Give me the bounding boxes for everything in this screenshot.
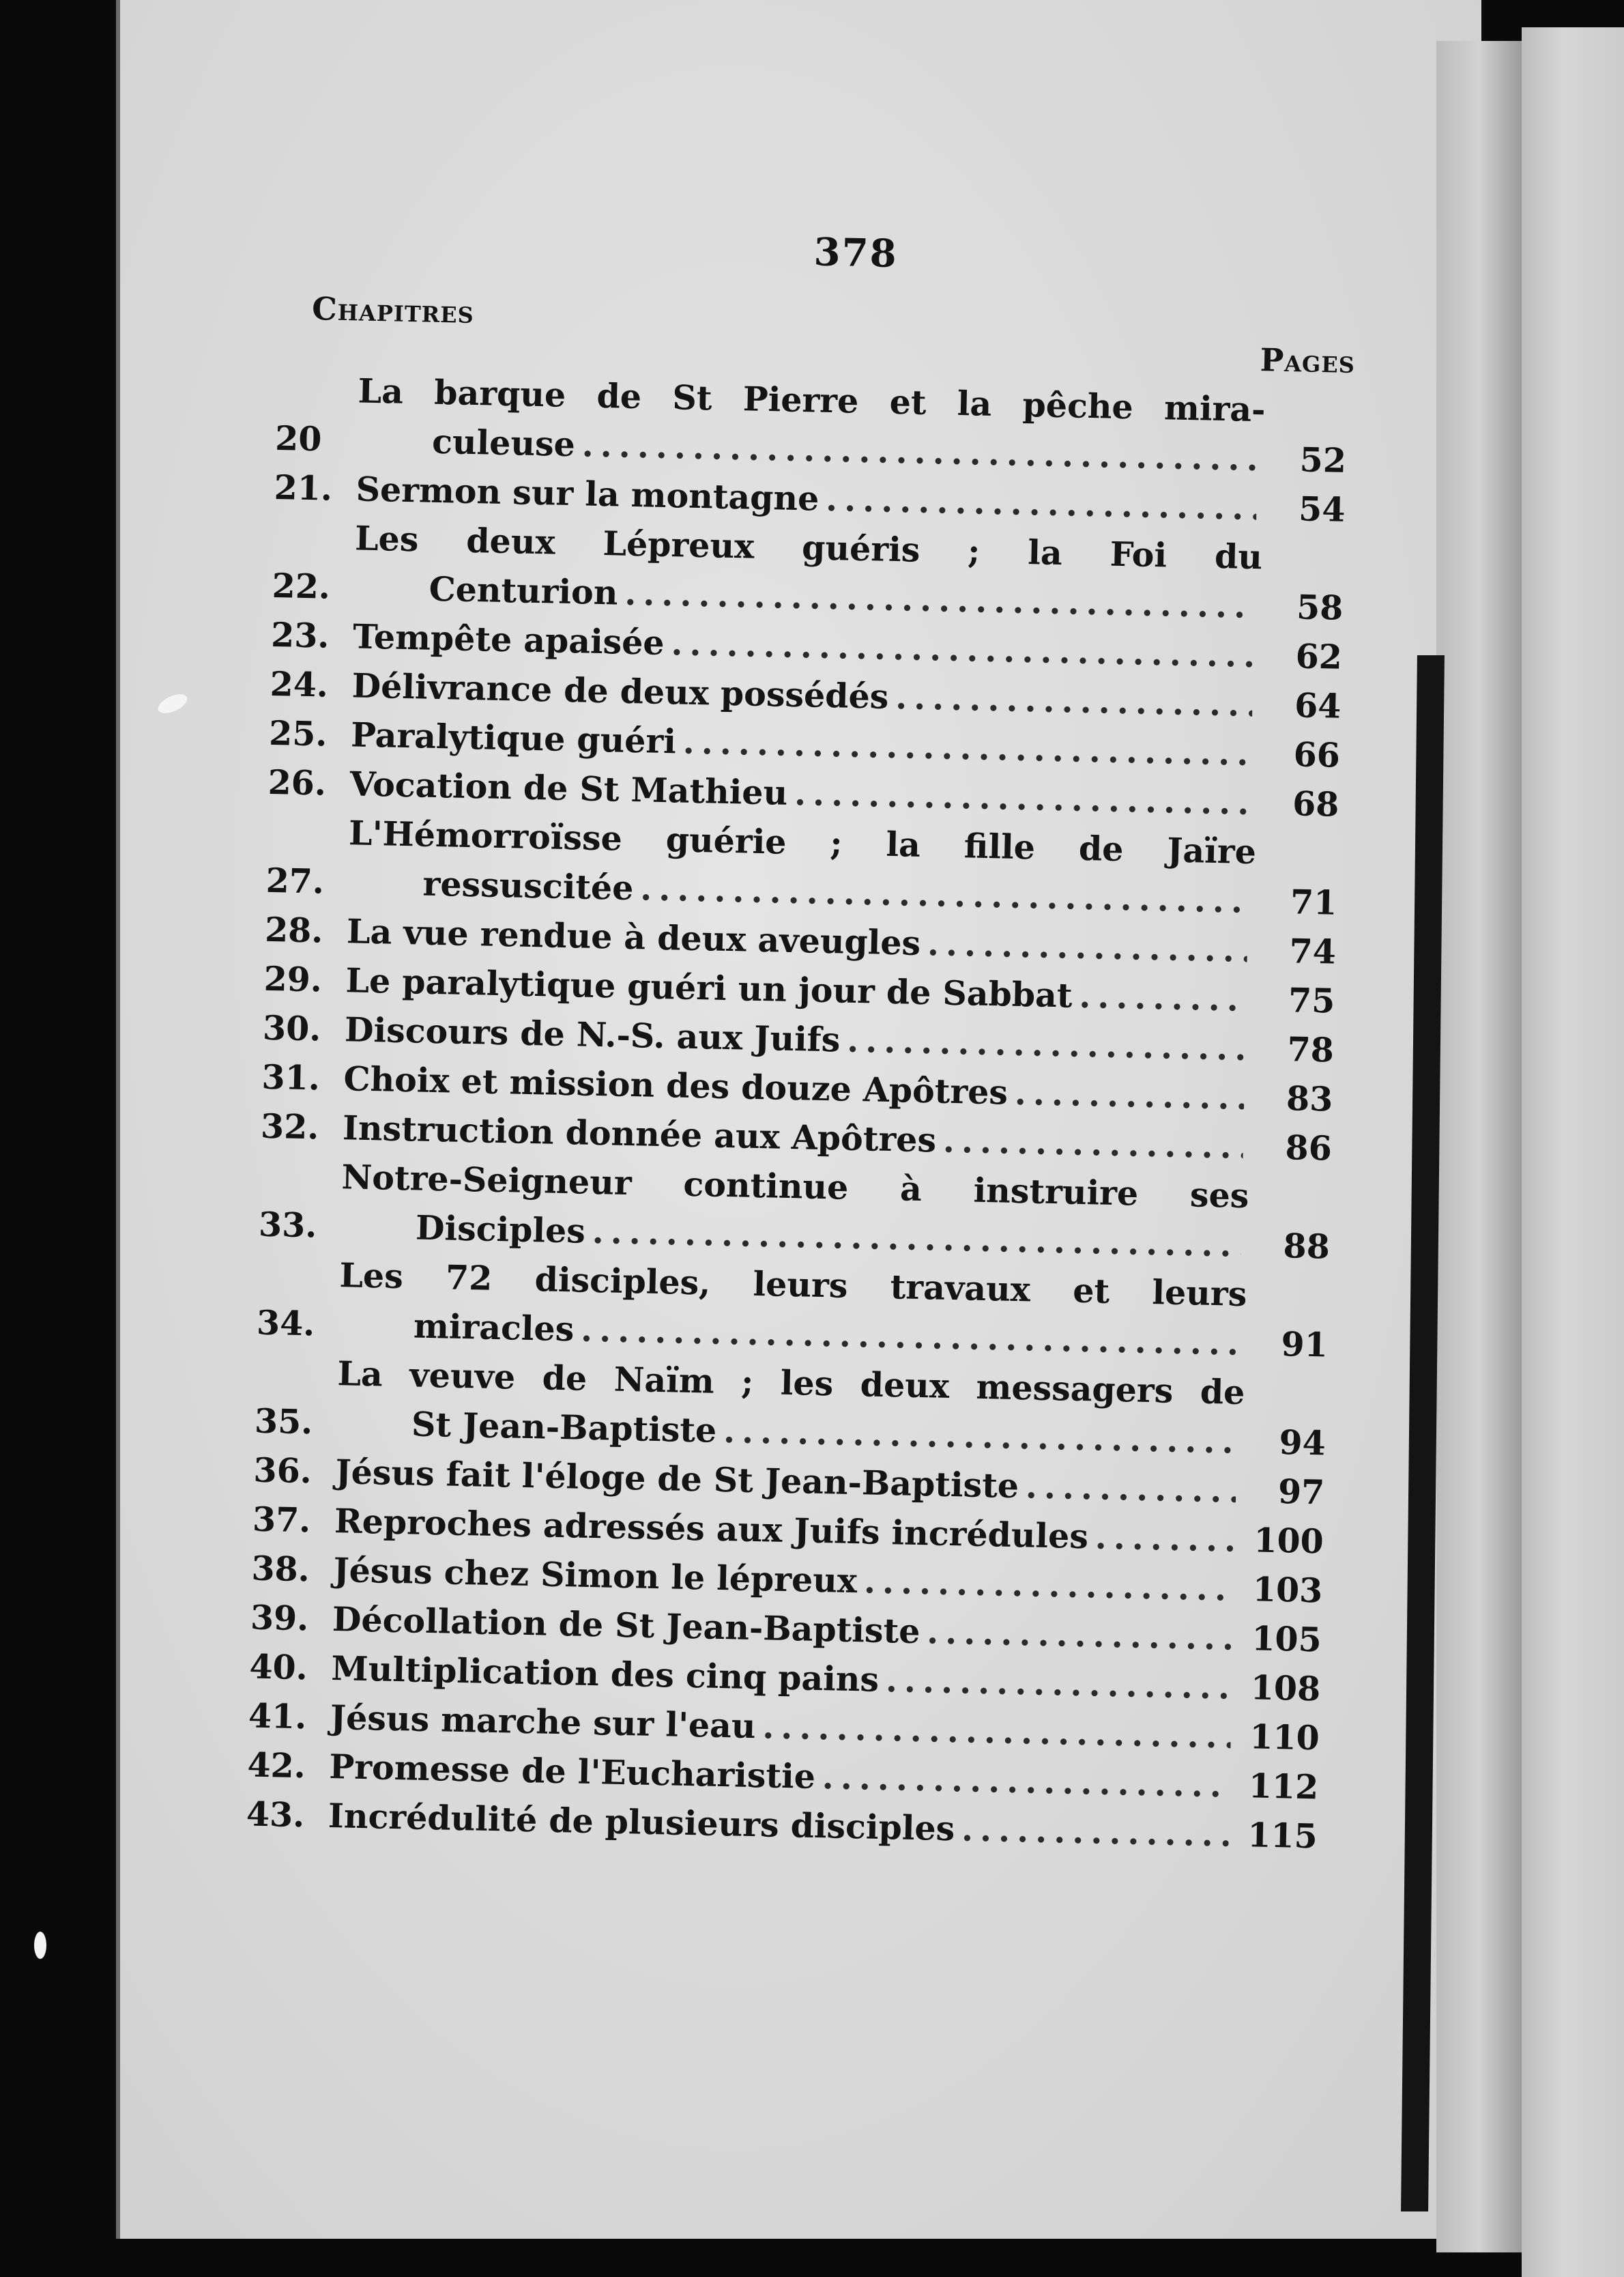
chapter-number: 27. <box>265 860 325 902</box>
chapter-number: 29. <box>263 958 323 1000</box>
leader-dots <box>885 1655 1232 1712</box>
leader-dots <box>822 1752 1230 1809</box>
chapter-number: 28. <box>264 909 324 951</box>
chapter-number: 20 <box>274 418 323 459</box>
chapter-title-line2: Centurion <box>429 569 619 613</box>
chapter-number: 30. <box>262 1007 322 1049</box>
chapter-title-text: Paralytique guéri <box>350 715 677 762</box>
chapter-title-text: Tempête apaisée <box>352 616 665 663</box>
leader-dots <box>1014 1068 1245 1122</box>
page-ref: 68 <box>1292 784 1339 825</box>
page-ref: 88 <box>1282 1226 1331 1267</box>
chapter-number: 41. <box>248 1695 307 1737</box>
leader-dots <box>1025 1461 1236 1515</box>
chapter-title <box>353 513 1263 631</box>
chapter-number: 33. <box>258 1204 317 1246</box>
page-ref: 108 <box>1250 1667 1321 1709</box>
chapters-header: Chapitres <box>311 290 475 330</box>
page-ref: 112 <box>1248 1766 1319 1807</box>
page-number: 378 <box>813 229 899 276</box>
chapter-title-line2: miracles <box>413 1306 575 1349</box>
page-ref: 115 <box>1247 1815 1318 1857</box>
chapter-number: 24. <box>270 663 329 705</box>
leader-dots <box>847 1016 1246 1073</box>
chapter-title-text: Jésus chez Simon le lépreux <box>332 1550 858 1601</box>
chapter-title <box>336 1349 1245 1466</box>
page-ref: 97 <box>1277 1472 1325 1513</box>
page-ref: 78 <box>1287 1029 1335 1070</box>
chapter-number: 40. <box>248 1646 308 1688</box>
chapter-title-line1: La barque de St Pierre et la pêche mira- <box>358 371 1266 430</box>
leader-dots <box>961 1804 1229 1859</box>
leader-dots <box>942 1116 1243 1171</box>
page-ref: 75 <box>1288 980 1335 1021</box>
chapter-title-line2: St Jean-Baptiste <box>411 1404 717 1450</box>
chapter-number: 32. <box>260 1106 319 1147</box>
chapter-title-text: Vocation de St Mathieu <box>349 764 788 813</box>
chapter-title-text: Instruction donnée aux Apôtres <box>342 1108 937 1160</box>
chapter-title <box>338 1250 1247 1368</box>
leader-dots <box>794 769 1251 827</box>
chapter-title-line1: Les deux Lépreux guéris ; la Foi du <box>354 518 1263 577</box>
leader-dots <box>927 1607 1234 1662</box>
chapter-title-line1: L'Hémorroïsse guérie ; la fille de Jaïre <box>348 813 1257 872</box>
page-ref: 66 <box>1293 734 1341 775</box>
page-ref: 110 <box>1249 1717 1320 1758</box>
page-ref: 103 <box>1252 1569 1323 1611</box>
page-ref: 105 <box>1251 1618 1322 1660</box>
chapter-number: 22. <box>272 565 331 607</box>
chapter-title-line2: Disciples <box>415 1207 586 1251</box>
chapter-number: 38. <box>250 1548 310 1590</box>
toc-list <box>246 364 1348 1861</box>
chapter-number: 35. <box>254 1401 313 1442</box>
page-ref: 74 <box>1289 931 1337 972</box>
chapter-number: 25. <box>268 713 328 754</box>
chapter-title-text: Promesse de l'Eucharistie <box>328 1747 816 1796</box>
page-edge <box>1436 41 1522 2252</box>
table-of-contents <box>246 218 1356 1861</box>
leader-dots <box>927 919 1247 975</box>
page-ref: 86 <box>1285 1128 1333 1169</box>
chapter-title-text: Le paralytique guéri un jour de Sabbat <box>345 960 1073 1016</box>
leader-dots <box>1079 971 1247 1024</box>
chapter-title-text: Incrédulité de plusieurs disciples <box>328 1796 955 1849</box>
chapter-number: 26. <box>267 762 327 803</box>
page-ref: 64 <box>1294 685 1342 726</box>
chapter-title-text: Jésus marche sur l'eau <box>330 1698 757 1747</box>
chapter-number: 23. <box>270 614 330 656</box>
chapter-number: 36. <box>252 1450 313 1491</box>
leader-dots <box>1094 1512 1235 1564</box>
chapter-title-line1: Les 72 disciples, leurs travaux et leurs <box>338 1255 1247 1315</box>
chapter-title-text: Décollation de St Jean-Baptiste <box>332 1599 920 1652</box>
chapter-title-text: Jésus fait l'éloge de St Jean-Baptiste <box>334 1452 1019 1506</box>
chapter-title-text: Discours de N.-S. aux Juifs <box>344 1009 841 1060</box>
page-ref: 83 <box>1286 1078 1333 1119</box>
chapter-title-line1: La veuve de Naïm ; les deux messagers de <box>336 1354 1245 1412</box>
leader-dots <box>895 672 1253 729</box>
chapter-title-line1: Notre-Seigneur continue à instruire ses <box>341 1157 1249 1216</box>
chapter-title-text: Choix et mission des douze Apôtres <box>343 1059 1009 1113</box>
pages-header: Pages <box>1260 341 1356 381</box>
page-ref: 100 <box>1253 1520 1324 1562</box>
page-ref: 94 <box>1278 1422 1326 1463</box>
adjacent-page <box>1522 27 1624 2277</box>
chapter-number: 39. <box>250 1597 309 1639</box>
scan-speck <box>34 1932 46 1959</box>
chapter-title-text: Reproches adressés aux Juifs incrédules <box>334 1501 1089 1557</box>
page-ref: 62 <box>1295 636 1343 677</box>
chapter-number: 31. <box>261 1057 321 1098</box>
page-ref: 58 <box>1296 587 1344 628</box>
chapter-title-text: Délivrance de deux possédés <box>351 665 889 717</box>
chapter-title-text: Multiplication des cinq pains <box>330 1648 880 1700</box>
chapter-title-text: Sermon sur la montagne <box>356 469 820 519</box>
chapter-title <box>356 366 1266 483</box>
page-ref: 54 <box>1298 489 1346 530</box>
chapter-title <box>347 808 1257 926</box>
chapter-number: 42. <box>246 1745 306 1786</box>
leader-dots <box>826 474 1258 532</box>
page-ref: 71 <box>1290 882 1337 923</box>
leader-dots <box>863 1556 1234 1613</box>
chapter-title-line2: culeuse <box>431 421 576 465</box>
chapter-title <box>340 1152 1249 1270</box>
chapter-number: 21. <box>274 467 333 509</box>
chapter-number: 37. <box>252 1499 311 1541</box>
chapter-title-line2: ressuscitée <box>422 863 634 908</box>
chapter-title-text: La vue rendue à deux aveugles <box>346 911 921 963</box>
chapter-number: 43. <box>246 1794 305 1835</box>
page-ref: 52 <box>1299 440 1347 481</box>
page-ref: 91 <box>1280 1324 1329 1365</box>
chapter-number: 34. <box>256 1302 315 1344</box>
